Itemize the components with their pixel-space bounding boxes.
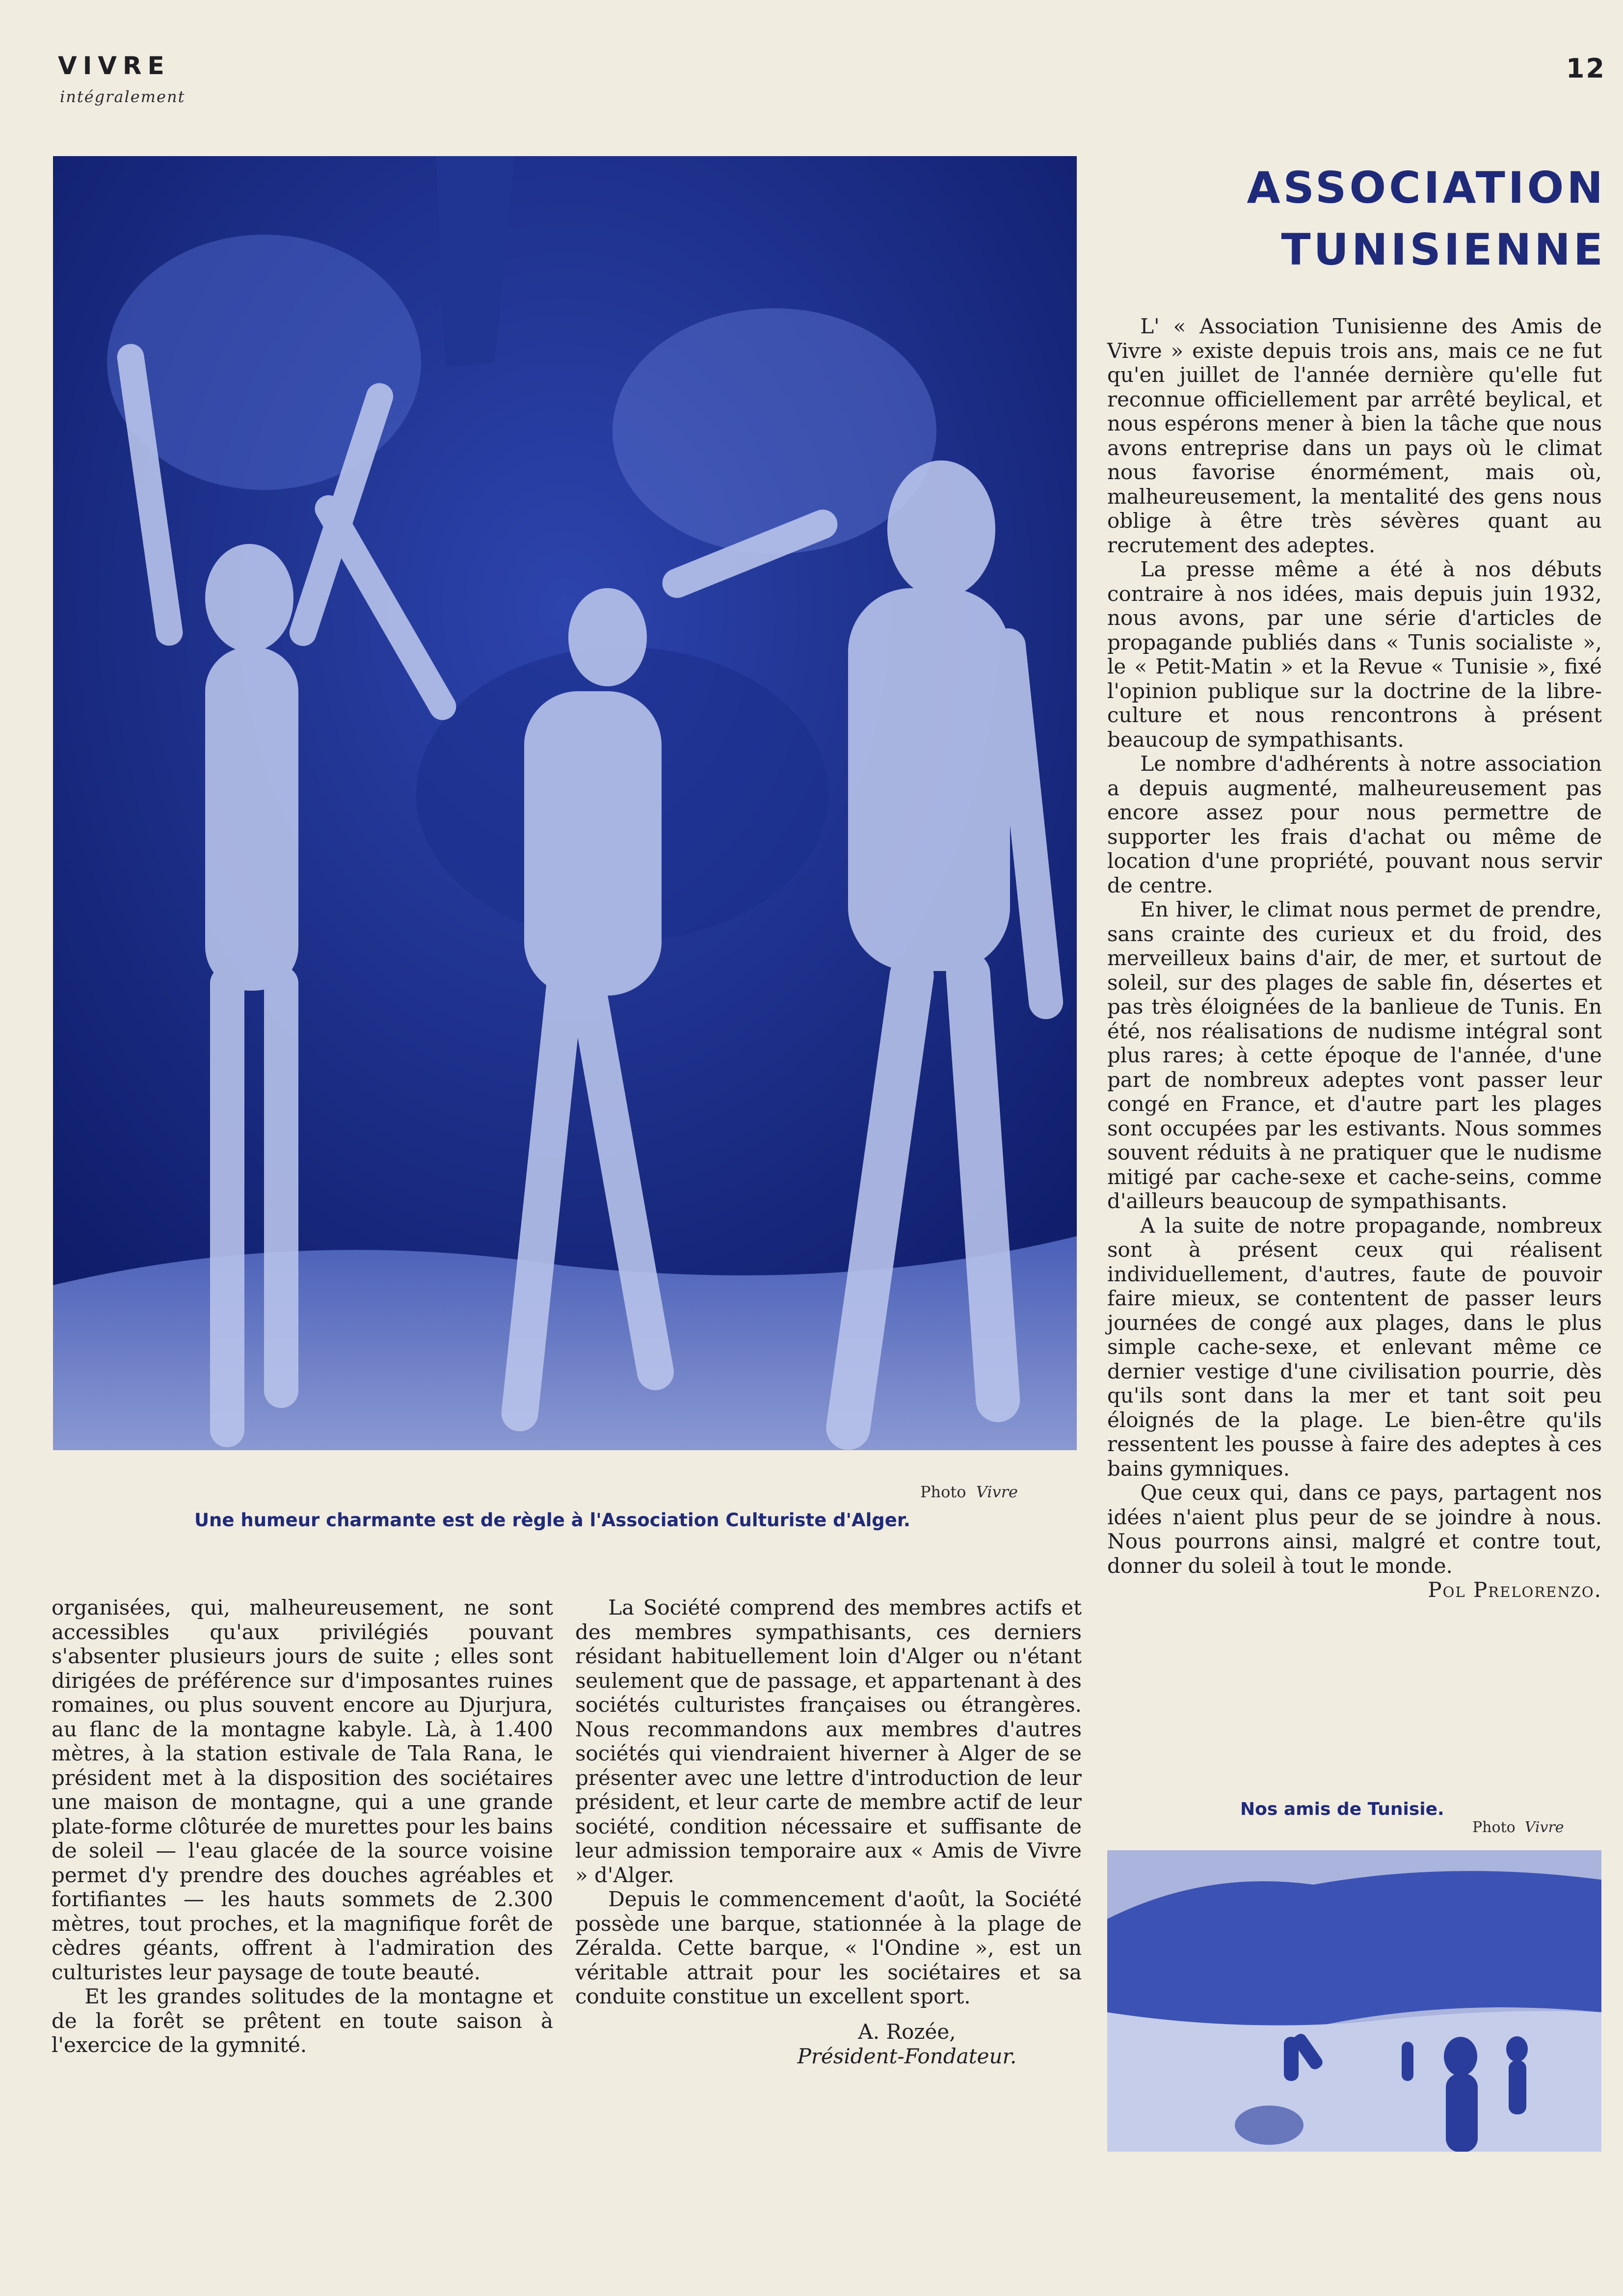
- middle-paragraph: La Société comprend des membres actifs et des membres sympathisants, ces derniers résidant habituellement loin d'Alger ou n'étant seulement que de passage, et appartenant à des sociétés culturistes françaises ou étrangères. Nous recommandons aux membres d'autres sociétés qui viendraient hiverner à Alger de se présenter avec une lettre d'introduction de leur président, et leur carte de membre actif de leur société, condition nécessaire et suffisante de leur admission temporaire aux « Amis de Vivre » d'Alger.: [575, 1595, 1082, 1887]
- main-photo-caption: Une humeur charmante est de règle à l'Association Culturiste d'Alger.: [194, 1510, 910, 1531]
- left-column: [52, 1595, 553, 2057]
- article-paragraph: A la suite de notre propagande, nombreux sont à présent ceux qui réalisent individuellement, d'autres, faute de pouvoir faire mieux, se contentent de passer leurs journées de congé aux plages, dans le plus simple cache-sexe, et enlevant même ce dernier vestige d'une civilisation pourrie, dès qu'ils sont dans la mer et tant soit peu éloignés de la plage. Le bien-être qu'ils ressentent les pousse à faire des adeptes à ces bains gymniques.: [1107, 1213, 1602, 1481]
- masthead-title: VIVRE: [58, 52, 170, 80]
- small-photo-credit-source: Vivre: [1524, 1819, 1564, 1836]
- article-paragraph: Que ceux qui, dans ce pays, partagent nos idées n'aient plus peur de se joindre à nous. Nous pourrons ainsi, malgré et contre tout, donner du soleil à tout le monde.: [1107, 1481, 1602, 1578]
- article-paragraph: En hiver, le climat nous permet de prendre, sans crainte des curieux et du froid, des merveilleux bains d'air, de mer, et surtout de soleil, sur des plages de sable fin, désertes et pas très éloignées de la banlieue de Tunis. En été, nos réalisations de nudisme intégral sont plus rares; à cette époque de l'année, d'une part de nombreux adeptes vont passer leur congé en France, et d'autre part les plages sont occupées par les estivants. Nous sommes souvent réduits à ne pratiquer que le nudisme mitigé par cache-sexe et cache-seins, comme d'ailleurs beaucoup de sympathisants.: [1107, 897, 1602, 1213]
- small-photo-image: [1107, 1850, 1601, 2152]
- small-photo: [1107, 1850, 1601, 2152]
- article-paragraph: L' « Association Tunisienne des Amis de Vivre » existe depuis trois ans, mais ce ne fut qu'en juillet de l'année dernière qu'elle fut reconnue officiellement par arrêté beylical, et nous espérons mener à bien la tâche que nous avons entreprise dans un pays où le climat nous favorise énormément, mais où, malheureusement, la mentalité des gens nous oblige à être très sévères quant au recrutement des adeptes.: [1107, 314, 1602, 557]
- headline-line-1: ASSOCIATION: [1247, 162, 1606, 213]
- article-paragraph: Le nombre d'adhérents à notre association a depuis augmenté, malheureusement pas encore assez pour nous permettre de supporter les frais d'achat ou même de location d'une propriété, pouvant nous servir de centre.: [1107, 752, 1602, 897]
- middle-column: [575, 1595, 1082, 2069]
- left-paragraph: organisées, qui, malheureusement, ne sont accessibles qu'aux privilégiés pouvant s'absenter plusieurs jours de suite ; elles sont dirigées de préférence sur d'imposantes ruines romaines, ou plus souvent encore au Djurjura, au flanc de la montagne kabyle. Là, à 1.400 mètres, à la station estivale de Tala Rana, le président met à la disposition des sociétaires une maison de montagne, qui a une grande plate-forme clôturée de murettes pour les bains de soleil — l'eau glacée de la source voisine permet d'y prendre des douches agréables et fortifiantes — les hauts sommets de 2.300 mètres, tout proches, et la magnifique forêt de cèdres géants, offrent à l'admiration des culturistes leur paysage de toute beauté.: [52, 1595, 553, 1984]
- article-headline: [1247, 157, 1606, 281]
- article-signature: Pol Prelorenzo.: [1428, 1578, 1602, 1602]
- small-photo-caption: Nos amis de Tunisie.: [1240, 1799, 1444, 1819]
- founder-name: A. Rozée,: [858, 2019, 956, 2044]
- main-photo-image: [53, 156, 1077, 1450]
- main-photo-credit-label: Photo: [920, 1483, 966, 1501]
- founder-title: Président-Fondateur.: [797, 2044, 1017, 2068]
- page-number: 12: [1566, 53, 1606, 84]
- small-photo-credit: [1472, 1819, 1564, 1836]
- main-photo: [53, 156, 1077, 1450]
- headline-line-2: TUNISIENNE: [1281, 224, 1606, 275]
- masthead-subtitle: intégralement: [60, 87, 186, 106]
- left-paragraph: Et les grandes solitudes de la montagne et de la forêt se prêtent en toute saison à l'exercice de la gymnité.: [52, 1984, 553, 2057]
- article-column: [1107, 314, 1602, 1602]
- small-photo-credit-label: Photo: [1472, 1819, 1516, 1836]
- main-photo-credit: [920, 1483, 1018, 1501]
- main-photo-credit-source: Vivre: [976, 1483, 1018, 1501]
- middle-paragraph: Depuis le commencement d'août, la Société possède une barque, stationnée à la plage de Zéralda. Cette barque, « l'Ondine », est un véritable attrait pour les sociétaires et sa conduite constitue un excellent sport.: [575, 1887, 1082, 2008]
- article-paragraph: La presse même a été à nos débuts contraire à nos idées, mais depuis juin 1932, nous avons, par une série d'articles de propagande publiés dans « Tunis socialiste », le « Petit-Matin » et la Revue « Tunisie », fixé l'opinion publique sur la doctrine de la libre-culture et nous rencontrons à présent beaucoup de sympathisants.: [1107, 557, 1602, 752]
